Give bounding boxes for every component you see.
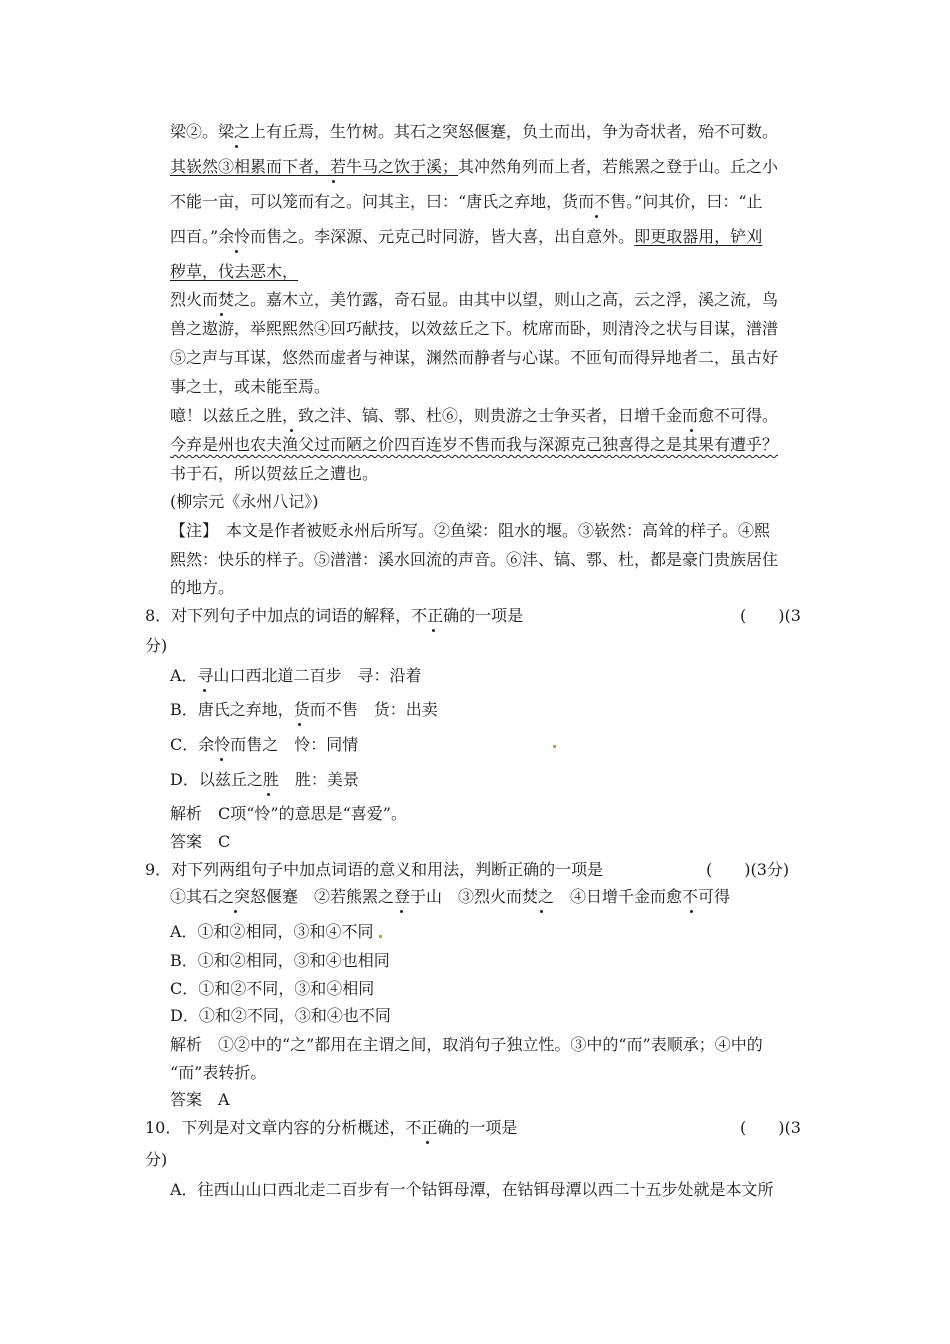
q9-items: ①其石之突怒偃蹇 ②若熊罴之登于山 ③烈火而焚之 ④日增千金而愈不可得 [170, 887, 731, 906]
emphasis-dot [426, 1141, 429, 1144]
q9-analysis-line-1: 解析 ①②中的“之”都用在主谓之间，取消句子独立性。③中的“而”表顺承；④中的 [170, 1035, 763, 1054]
underlined-sentence-1: 其嵚然③相累而下者，若牛马之饮于溪； [170, 157, 459, 176]
passage-line-9: 事之士，或未能至焉。 [170, 377, 331, 396]
q9-points: ( )(3分) [706, 860, 790, 879]
emphasis-dot [595, 215, 598, 218]
q9-option-c: C．①和②不同，③和④相同 [170, 979, 375, 998]
emphasis-dot [220, 313, 223, 316]
q8-answer: 答案 C [170, 832, 231, 851]
emphasis-dot [235, 145, 238, 148]
emphasis-dot [267, 793, 270, 796]
underlined-sentence-2b: 秽草，伐去恶木， [170, 262, 299, 281]
passage-line-1: 梁②。梁之上有丘焉，生竹树。其石之突怒偃蹇，负土而出，争为奇状者，殆不可数。 [170, 122, 779, 141]
emphasis-dot [690, 429, 693, 432]
underlined-sentence-2a: 即更取器用，铲刈 [634, 227, 763, 246]
q9-option-a: A．①和②相同，③和④不同 [170, 922, 374, 941]
passage-source: (柳宗元《永州八记》) [170, 492, 319, 511]
passage-line-4 [170, 227, 762, 247]
q9-analysis-line-2: “而”表转折。 [170, 1063, 267, 1082]
q10-points: ( )(3 [740, 1118, 801, 1137]
passage-line-12: 书于石，所以贺兹丘之遭也。 [170, 464, 379, 483]
stray-mark [553, 745, 556, 748]
passage-line-6: 烈火而焚之。嘉木立，美竹露，奇石显。由其中以望，则山之高，云之浮，溪之流，鸟 [170, 290, 779, 309]
q8-points: ( )(3 [740, 606, 801, 625]
emphasis-dot [203, 689, 206, 692]
emphasis-dot [298, 723, 301, 726]
emphasis-dot [220, 758, 223, 761]
emphasis-dot [234, 910, 237, 913]
q10-points-tail: 分) [145, 1150, 168, 1169]
emphasis-dot [235, 250, 238, 253]
passage-line-8: ⑤之声与耳谋，悠然而虚者与神谋，渊然而静者与心谋。不匝旬而得异地者二，虽古好 [170, 348, 779, 367]
q10-option-a: A．往西山山口西北走二百步有一个钴铒母潭，在钴铒母潭以西二十五步处就是本文所 [170, 1180, 774, 1199]
passage-line-2-rest: 其冲然角列而上者，若熊罴之登于山。丘之小 [458, 157, 779, 176]
q8-analysis: 解析 C项“怜”的意思是“喜爱”。 [170, 804, 407, 823]
emphasis-dot [690, 910, 693, 913]
emphasis-dot [400, 910, 403, 913]
q8-option-d: D．以兹丘之胜 胜：美景 [170, 770, 359, 789]
note-line-2: 熙然：快乐的样子。⑤潽潽：溪水回流的声音。⑥沣、镐、鄠、杜，都是豪门贵族居住 [170, 550, 779, 569]
passage-line-2 [170, 157, 778, 177]
emphasis-dot [540, 910, 543, 913]
q10-stem: 10．下列是对文章内容的分析概述，不正确的一项是 [145, 1118, 518, 1137]
emphasis-dot [332, 180, 335, 183]
emphasis-dot [290, 429, 293, 432]
passage-line-10: 噫！以兹丘之胜，致之沣、镐、鄠、杜⑥，则贵游之士争买者，日增千金而愈不可得。 [170, 406, 779, 425]
q8-option-a: A．寻山口西北道二百步 寻：沿着 [170, 666, 422, 685]
emphasis-dot [432, 629, 435, 632]
q8-option-c: C．余怜而售之 怜：同情 [170, 735, 359, 754]
q8-stem: 8．对下列句子中加点的词语的解释，不正确的一项是 [145, 606, 524, 625]
q9-stem: 9．对下列两组句子中加点词语的意义和用法，判断正确的一项是 [145, 860, 604, 879]
stray-mark [379, 935, 382, 938]
q8-option-b: B．唐氏之弃地，货而不售 货：出卖 [170, 700, 438, 719]
note-line-1: 【注】 本文是作者被贬永州后所写。②鱼梁：阻水的堰。③嵚然：高耸的样子。④熙 [170, 521, 771, 540]
q9-option-b: B．①和②相同，③和④也相同 [170, 951, 390, 970]
passage-line-3: 不能一亩，可以笼而有之。问其主，曰：“唐氏之弃地，货而不售。”问其价，曰：“止 [170, 192, 763, 211]
passage-line-7: 兽之遨游，举熙熙然④回巧献技，以效兹丘之下。枕席而卧，则清泠之状与目谋，潽潽 [170, 319, 779, 338]
q9-option-d: D．①和②不同，③和④也不同 [170, 1006, 391, 1025]
note-line-3: 的地方。 [170, 578, 235, 597]
wavy-underlined-sentence: 今弃是州也农夫渔父过而陋之价四百连岁不售而我与深源克己独喜得之是其果有遭乎？ [170, 435, 779, 454]
passage-line-4-start: 四百。”余怜而售之。李深源、元克己时同游，皆大喜，出自意外。 [170, 227, 635, 246]
q8-points-tail: 分) [145, 636, 168, 655]
q9-answer: 答案 A [170, 1090, 230, 1109]
